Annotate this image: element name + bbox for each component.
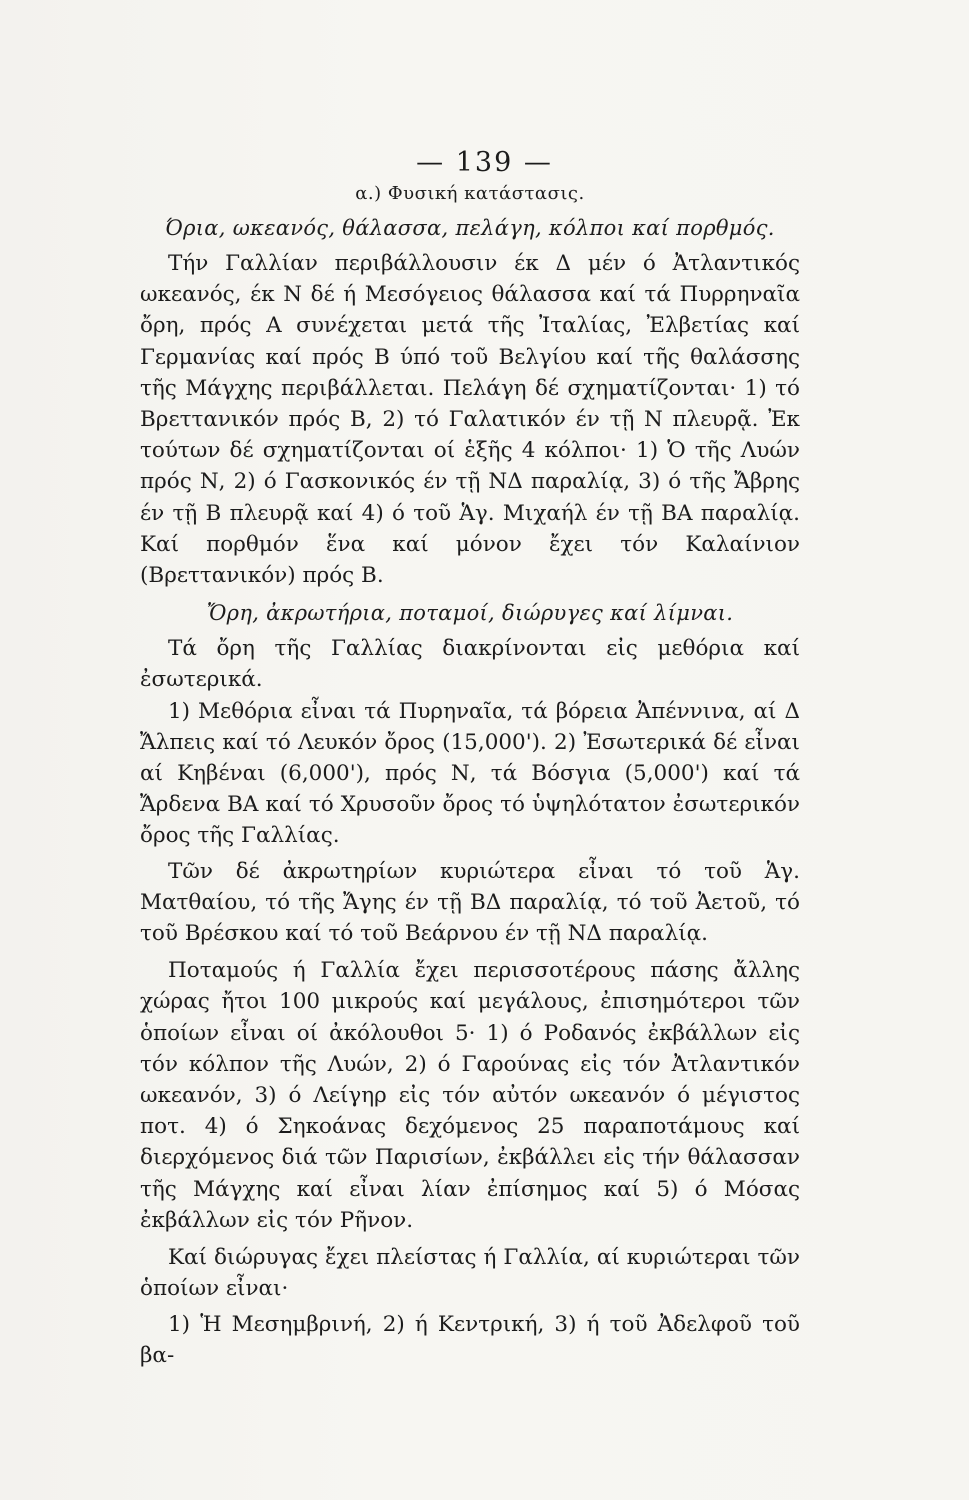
paragraph-capes: Τῶν δέ ἀκρωτηρίων κυριώτερα εἶναι τό τοῦ Ἁγ. Ματθαίου, τό τῆς Ἄγης έν τῇ ΒΔ παραλίᾳ, τό τοῦ Ἀετοῦ, τό τοῦ Βρέσκου καί τό τοῦ Βεάρνου έν τῇ ΝΔ παραλίᾳ. <box>140 858 800 947</box>
paragraph-canals-list: 1) Ἡ Μεσημβρινή, 2) ή Κεντρική, 3) ή τοῦ Ἀδελφοῦ τοῦ βα- <box>140 1311 800 1368</box>
section-title: α.) Φυσική κατάστασις. <box>355 183 585 204</box>
paragraph-rivers: Ποταμούς ή Γαλλία ἔχει περισσοτέρους πάσης ἄλλης χώρας ἤτοι 100 μικρούς καί μεγάλους, ἐπισημότεροι τῶν ὁποίων εἶναι οί ἀκόλουθοι 5· 1) ό Ροδανός ἐκβάλλων εἰς τόν κόλπον τῆς Λυών, 2) ό Γαρούνας εἰς τόν Ἀτλαντικόν ωκεανόν, 3) ό Λείγηρ εἰς τόν αὐτόν ωκεανόν ό μέγιστος ποτ. 4) ό Σηκοάνας δεχόμενος 25 παραποτάμους καί διερχόμενος διά τῶν Παρισίων, ἐκβάλλει εἰς τήν θάλασσαν τῆς Μάγχης καί εἶναι λίαν ἐπίσημος καί 5) ό Μόσας ἐκβάλλων εἰς τόν Ρῆνον. <box>140 958 800 1233</box>
paragraph-mountains-list: 1) Μεθόρια εἶναι τά Πυρηναῖα, τά βόρεια Ἀπέννινα, αί Δ Ἄλπεις καί τό Λευκόν ὄρος (15,000'). 2) Ἐσωτερικά δέ εἶναι αί Κηβέναι (6,000'), πρός Ν, τά Βόσγια (5,000') καί τά Ἄρδενα ΒΑ καί τό Χρυσοῦν ὄρος τό ὑψηλότατον ἐσωτερικόν ὄρος τῆς Γαλλίας. <box>140 698 800 849</box>
paragraph-canals: Καί διώρυγας ἔχει πλείστας ή Γαλλία, αί κυριώτεραι τῶν ὁποίων εἶναι· <box>140 1245 800 1302</box>
paragraph-borders: Τήν Γαλλίαν περιβάλλουσιν έκ Δ μέν ό Ἀτλαντικός ωκεανός, έκ Ν δέ ή Μεσόγειος θάλασσα καί τά Πυρρηναῖα ὄρη, πρός Α συνέχεται μετά τῆς Ἰταλίας, Ἐλβετίας καί Γερμανίας καί πρός Β ύπό τοῦ Βελγίου καί τῆς θαλάσσης τῆς Μάγχης περιβάλλεται. Πελάγη δέ σχηματίζονται· 1) τό Βρεττανικόν πρός Β, 2) τό Γαλατικόν έν τῇ Ν πλευρᾷ. Ἐκ τούτων δέ σχηματίζονται οί ἑξῆς 4 κόλποι· 1) Ὁ τῆς Λυών πρός Ν, 2) ό Γασκονικός έν τῇ ΝΔ παραλίᾳ, 3) ό τῆς Ἄβρης έν τῇ Β πλευρᾷ καί 4) ό τοῦ Ἁγ. Μιχαήλ έν τῇ ΒΑ παραλίᾳ. Καί πορθμόν ἕνα καί μόνον ἔχει τόν Καλαίνιον (Βρεττανικόν) πρός Β. <box>140 251 800 589</box>
subheading-borders: Όρια, ωκεανός, θάλασσα, πελάγη, κόλποι καί πορθμός. <box>165 216 775 240</box>
paragraph-mountains-intro: Τά ὄρη τῆς Γαλλίας διακρίνονται εἰς μεθόρια καί ἐσωτερικά. <box>140 636 800 693</box>
page-number: — 139 — <box>416 147 553 178</box>
text-block <box>140 183 800 1371</box>
subheading-mountains: Ὄρη, ἀκρωτήρια, ποταμοί, διώρυγες καί λίμναι. <box>206 601 734 626</box>
